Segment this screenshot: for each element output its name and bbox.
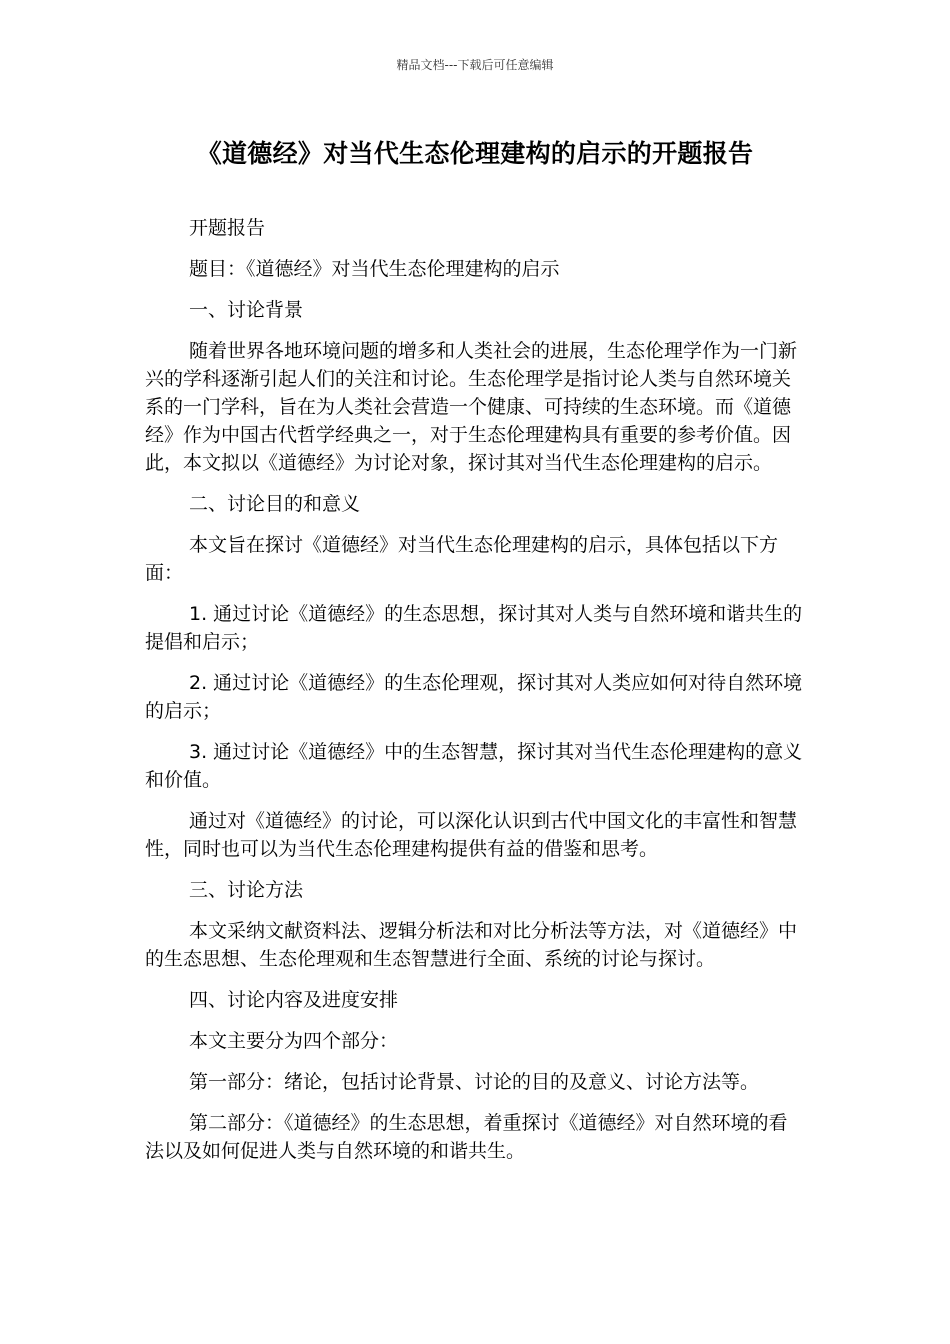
list-item-purpose-3: 3. 通过讨论《道德经》中的生态智慧，探讨其对当代生态伦理建构的意义和价值。 xyxy=(145,741,803,791)
paragraph-topic: 题目：《道德经》对当代生态伦理建构的启示 xyxy=(189,258,560,280)
paragraph-part-1: 第一部分：绪论，包括讨论背景、讨论的目的及意义、讨论方法等。 xyxy=(189,1071,760,1093)
document-title: 《道德经》对当代生态伦理建构的启示的开题报告 xyxy=(196,139,754,168)
paragraph-purpose-summary: 通过对《道德经》的讨论，可以深化认识到古代中国文化的丰富性和智慧性，同时也可以为当代生态伦理建构提供有益的借鉴和思考。 xyxy=(145,810,798,860)
document-body xyxy=(145,214,805,1178)
paragraph-part-2: 第二部分：《道德经》的生态思想，着重探讨《道德经》对自然环境的看法以及如何促进人类与自然环境的和谐共生。 xyxy=(145,1112,788,1162)
section-heading-content: 四、讨论内容及进度安排 xyxy=(189,989,399,1011)
page-header: 精品文档---下载后可任意编辑 xyxy=(396,58,554,72)
paragraph-method: 本文采纳文献资料法、逻辑分析法和对比分析法等方法，对《道德经》中的生态思想、生态伦理观和生态智慧进行全面、系统的讨论与探讨。 xyxy=(145,920,798,970)
list-item-purpose-1: 1. 通过讨论《道德经》的生态思想，探讨其对人类与自然环境和谐共生的提倡和启示； xyxy=(145,603,803,653)
paragraph-background: 随着世界各地环境问题的增多和人类社会的进展，生态伦理学作为一门新兴的学科逐渐引起人们的关注和讨论。生态伦理学是指讨论人类与自然环境关系的一门学科，旨在为人类社会营造一个健康、可持续的生态环境。而《道德经》作为中国古代哲学经典之一，对于生态伦理建构具有重要的参考价值。因此，本文拟以《道德经》为讨论对象，探讨其对当代生态伦理建构的启示。 xyxy=(145,340,798,474)
section-heading-background: 一、讨论背景 xyxy=(189,299,304,321)
section-heading-method: 三、讨论方法 xyxy=(189,879,304,901)
section-heading-purpose: 二、讨论目的和意义 xyxy=(189,493,361,515)
paragraph-purpose-intro: 本文旨在探讨《道德经》对当代生态伦理建构的启示，具体包括以下方面： xyxy=(145,534,779,584)
paragraph-heading-report: 开题报告 xyxy=(189,217,266,239)
list-item-purpose-2: 2. 通过讨论《道德经》的生态伦理观，探讨其对人类应如何对待自然环境的启示； xyxy=(145,672,803,722)
paragraph-content-intro: 本文主要分为四个部分： xyxy=(189,1030,399,1052)
